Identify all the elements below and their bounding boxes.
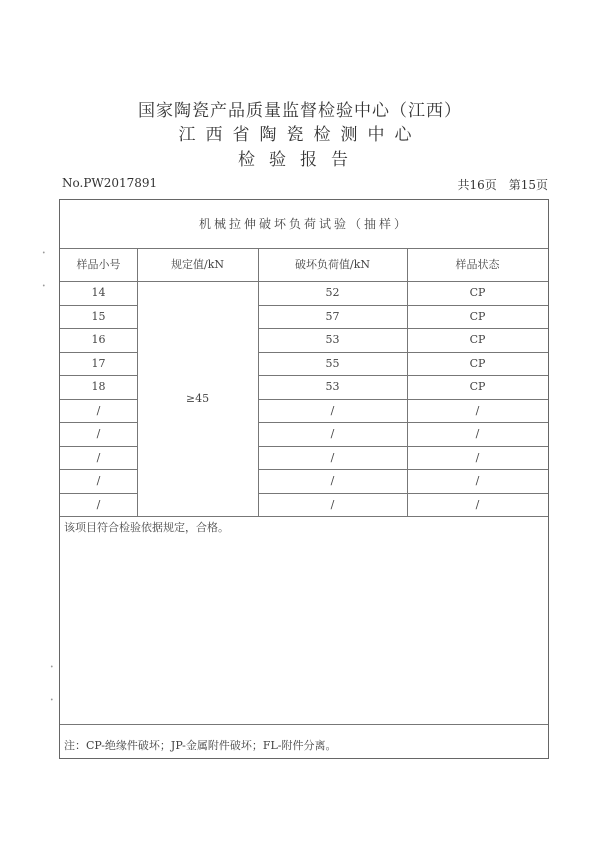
- col-header-load: 破坏负荷值/kN: [295, 258, 370, 271]
- conclusion-text: 该项目符合检验依据规定，合格。: [64, 521, 229, 534]
- col-header-sample: 样品小号: [76, 258, 121, 271]
- row-sample-number: 18: [91, 380, 106, 393]
- row-sample-number: 17: [91, 356, 106, 370]
- row-sample-number: /: [96, 497, 101, 511]
- required-value: ≥45: [185, 392, 210, 405]
- scan-mark: •: [50, 697, 54, 704]
- page-indicator: 共16页 第15页: [457, 178, 548, 192]
- row-sample-number: /: [96, 403, 101, 417]
- col-header-required: 规定值/kN: [171, 258, 224, 271]
- scan-mark: •: [50, 664, 54, 671]
- col-header-status: 样品状态: [455, 258, 500, 271]
- report-number: No.PW2017891: [62, 176, 158, 190]
- row-sample-status: CP: [469, 333, 486, 346]
- report-header-title: 检验报告: [238, 150, 362, 170]
- scan-mark: •: [42, 250, 46, 257]
- row-sample-status: /: [475, 403, 480, 417]
- scan-mark: •: [42, 283, 46, 290]
- row-sample-status: CP: [469, 356, 486, 370]
- row-sample-number: 15: [91, 309, 106, 323]
- row-sample-status: /: [475, 474, 480, 487]
- row-sample-number: /: [96, 427, 101, 440]
- row-sample-number: 16: [91, 333, 106, 346]
- row-sample-status: /: [475, 450, 480, 464]
- test-table: [59, 199, 549, 759]
- row-failure-load: 52: [325, 286, 340, 299]
- table-divider: [60, 724, 548, 725]
- row-sample-status: CP: [469, 286, 486, 299]
- row-failure-load: /: [330, 450, 335, 464]
- row-sample-status: CP: [469, 309, 486, 323]
- report-header-center: 江西省陶瓷检测中心: [178, 125, 422, 145]
- row-failure-load: 57: [325, 309, 340, 323]
- row-failure-load: /: [330, 403, 335, 417]
- row-failure-load: /: [330, 474, 335, 487]
- table-divider: [60, 248, 548, 249]
- row-failure-load: 53: [325, 380, 340, 393]
- table-title: 机械拉伸破坏负荷试验（抽样）: [198, 217, 409, 231]
- row-sample-number: /: [96, 474, 101, 487]
- legend-note: 注：CP-绝缘件破坏；JP-金属附件破坏；FL-附件分离。: [64, 739, 337, 752]
- row-failure-load: 53: [325, 333, 340, 346]
- row-sample-number: 14: [91, 286, 106, 299]
- table-divider: [60, 516, 548, 517]
- row-failure-load: 55: [325, 356, 340, 370]
- row-sample-status: CP: [469, 380, 486, 393]
- row-failure-load: /: [330, 427, 335, 440]
- report-header-org: 国家陶瓷产品质量监督检验中心（江西）: [138, 101, 462, 121]
- row-sample-status: /: [475, 427, 480, 440]
- row-failure-load: /: [330, 497, 335, 511]
- row-sample-number: /: [96, 450, 101, 464]
- row-sample-status: /: [475, 497, 480, 511]
